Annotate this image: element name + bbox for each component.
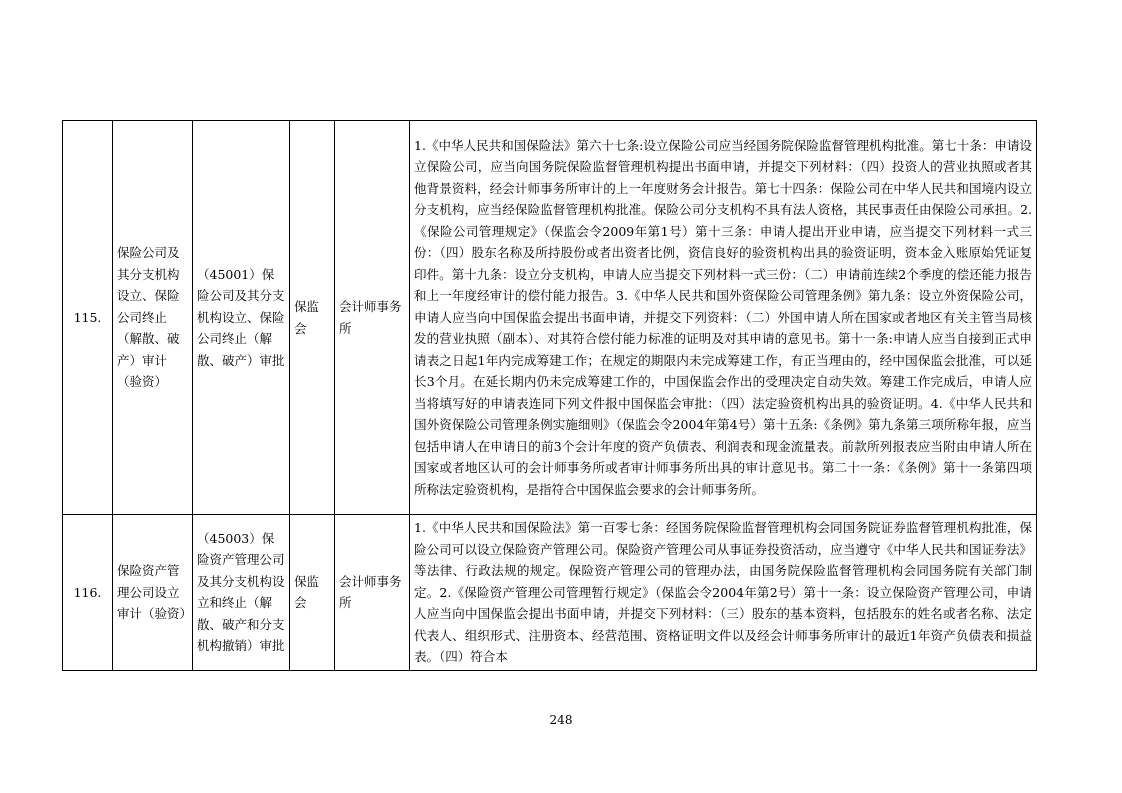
- approval-item: （45003）保险资产管理公司及其分支机构设立和终止（解散、破产和分支机构撤销）审批: [193, 515, 290, 671]
- approval-item: （45001）保险公司及其分支机构设立、保险公司终止（解散、破产）审批: [193, 121, 290, 515]
- row-number: 115.: [63, 121, 113, 515]
- table-row-116: [63, 515, 1037, 671]
- page-number: 248: [549, 713, 573, 727]
- department: 保监会: [290, 121, 335, 515]
- department: 保监会: [290, 515, 335, 671]
- row-number: 116.: [63, 515, 113, 671]
- audit-item: 保险公司及其分支机构设立、保险公司终止（解散、破产）审计（验资）: [113, 121, 193, 515]
- regulation-table: [62, 120, 1037, 671]
- agency: 会计师事务所: [335, 515, 410, 671]
- agency: 会计师事务所: [335, 121, 410, 515]
- legal-basis: 1.《中华人民共和国保险法》第一百零七条：经国务院保险监督管理机构会同国务院证券监督管理机构批准，保险公司可以设立保险资产管理公司。保险资产管理公司从事证券投资活动，应当遵守《中华人民共和国证券法》等法律、行政法规的规定。保险资产管理公司的管理办法，由国务院保险监督管理机构会同国务院有关部门制定。2.《保险资产管理公司管理暂行规定》（保监会令2004年第2号）第十一条：设立保险资产管理公司，申请人应当向中国保监会提出书面申请，并提交下列材料：（三）股东的基本资料，包括股东的姓名或者名称、法定代表人、组织形式、注册资本、经营范围、资格证明文件以及经会计师事务所审计的最近1年资产负债表和损益表。（四）符合本: [410, 515, 1037, 671]
- legal-basis: 1.《中华人民共和国保险法》第六十七条:设立保险公司应当经国务院保险监督管理机构批准。第七十条：申请设立保险公司，应当向国务院保险监督管理机构提出书面申请，并提交下列材料：（四）投资人的营业执照或者其他背景资料，经会计师事务所审计的上一年度财务会计报告。第七十四条：保险公司在中华人民共和国境内设立分支机构，应当经保险监督管理机构批准。保险公司分支机构不具有法人资格，其民事责任由保险公司承担。2.《保险公司管理规定》（保监会令2009年第1号）第十三条：申请人提出开业申请，应当提交下列材料一式三份：（四）股东名称及所持股份或者出资者比例，资信良好的验资机构出具的验资证明，资本金入账原始凭证复印件。第十九条：设立分支机构，申请人应当提交下列材料一式三份：（二）申请前连续2个季度的偿还能力报告和上一年度经审计的偿付能力报告。3.《中华人民共和国外资保险公司管理条例》第九条：设立外资保险公司，申请人应当向中国保监会提出书面申请，并提交下列资料：（二）外国申请人所在国家或者地区有关主管当局核发的营业执照（副本）、对其符合偿付能力标准的证明及对其申请的意见书。第十一条:申请人应当自接到正式申请表之日起1年内完成筹建工作；在规定的期限内未完成筹建工作，有正当理由的，经中国保监会批准，可以延长3个月。在延长期内仍未完成筹建工作的，中国保监会作出的受理决定自动失效。筹建工作完成后，申请人应当将填写好的申请表连同下列文件报中国保监会审批：（四）法定验资机构出具的验资证明。4.《中华人民共和国外资保险公司管理条例实施细则》（保监会令2004年第4号）第十五条:《条例》第九条第三项所称年报，应当包括申请人在申请日的前3个会计年度的资产负债表、利润表和现金流量表。前款所列报表应当附由申请人所在国家或者地区认可的会计师事务所或者审计师事务所出具的审计意见书。第二十一条：《条例》第十一条第四项所称法定验资机构，是指符合中国保监会要求的会计师事务所。: [410, 121, 1037, 515]
- table-row-115: [63, 121, 1037, 515]
- audit-item: 保险资产管理公司设立审计（验资）: [113, 515, 193, 671]
